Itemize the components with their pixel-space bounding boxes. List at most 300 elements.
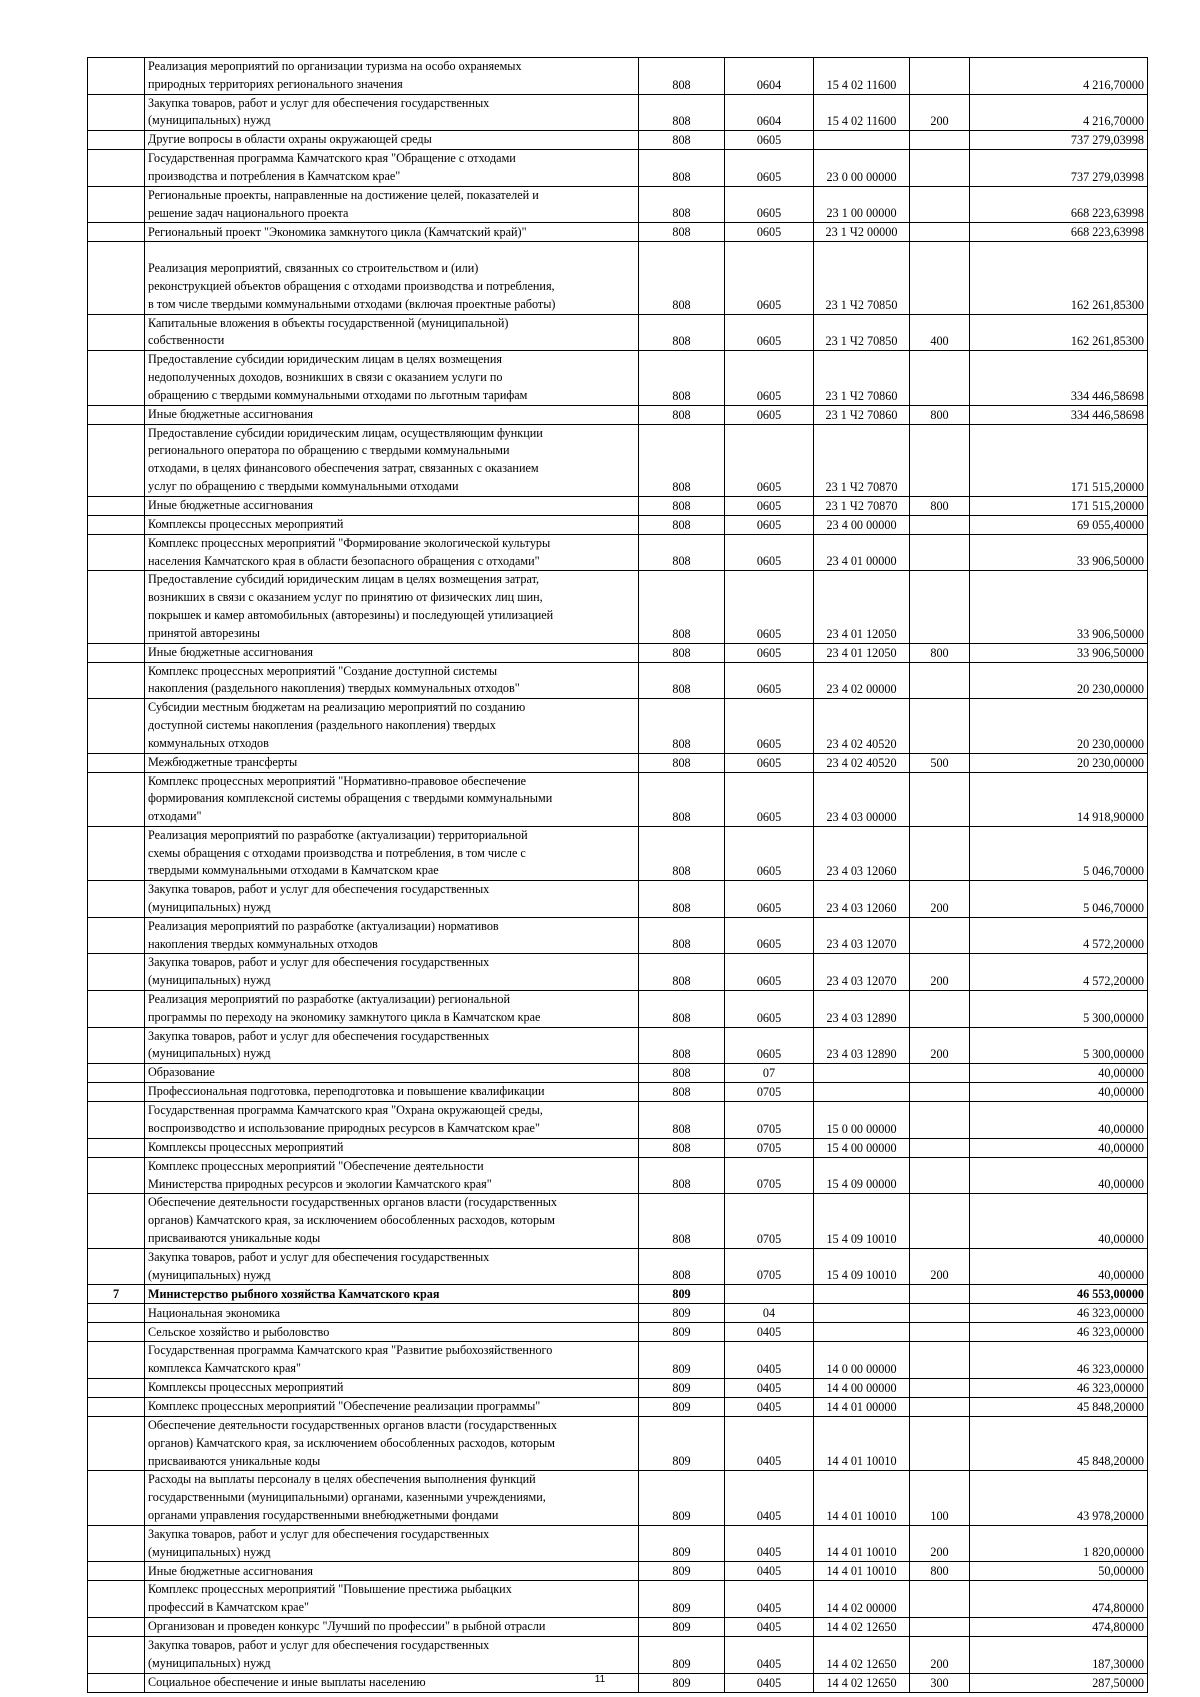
expense-name-cell: Организован и проведен конкурс "Лучший по профессии" в рыбной отрасли <box>145 1617 639 1636</box>
target-article-cell: 15 0 00 00000 <box>814 1102 910 1139</box>
target-article-cell: 14 4 01 10010 <box>814 1525 910 1562</box>
expense-type-cell: 200 <box>910 1525 970 1562</box>
target-article-cell: 23 1 00 00000 <box>814 186 910 223</box>
ministry-code-cell: 808 <box>639 515 725 534</box>
amount-cell: 4 572,20000 <box>970 954 1148 991</box>
ministry-code-cell: 808 <box>639 826 725 880</box>
expense-type-cell: 200 <box>910 1027 970 1064</box>
expense-type-cell <box>910 991 970 1028</box>
budget-table <box>87 57 1148 1693</box>
row-number-cell <box>88 1138 145 1157</box>
section-code-cell: 0604 <box>725 58 814 95</box>
row-number-cell <box>88 1027 145 1064</box>
section-code-cell: 0405 <box>725 1342 814 1379</box>
expense-name-cell: Государственная программа Камчатского края "Охрана окружающей среды, воспроизводство и использование природных ресурсов в Камчатском крае" <box>145 1102 639 1139</box>
amount-cell: 737 279,03998 <box>970 150 1148 187</box>
expense-type-cell <box>910 1285 970 1304</box>
expense-type-cell <box>910 1064 970 1083</box>
ministry-code-cell: 808 <box>639 772 725 826</box>
target-article-cell: 23 1 Ч2 00000 <box>814 223 910 242</box>
expense-name-cell: Государственная программа Камчатского края "Развитие рыбохозяйственного комплекса Камчатского края" <box>145 1342 639 1379</box>
expense-type-cell <box>910 699 970 753</box>
ministry-code-cell: 808 <box>639 1027 725 1064</box>
row-number-cell <box>88 643 145 662</box>
target-article-cell: 14 0 00 00000 <box>814 1342 910 1379</box>
amount-cell: 20 230,00000 <box>970 699 1148 753</box>
expense-name-cell: Сельское хозяйство и рыболовство <box>145 1323 639 1342</box>
ministry-code-cell: 809 <box>639 1581 725 1618</box>
amount-cell: 40,00000 <box>970 1102 1148 1139</box>
section-code-cell: 0405 <box>725 1636 814 1673</box>
row-number-cell <box>88 753 145 772</box>
table-row <box>88 1138 1148 1157</box>
expense-type-cell <box>910 186 970 223</box>
amount-cell: 40,00000 <box>970 1194 1148 1248</box>
amount-cell: 5 046,70000 <box>970 826 1148 880</box>
section-code-cell: 0405 <box>725 1379 814 1398</box>
ministry-code-cell: 808 <box>639 643 725 662</box>
amount-cell: 14 918,90000 <box>970 772 1148 826</box>
expense-name-cell: Региональные проекты, направленные на достижение целей, показателей и решение задач национального проекта <box>145 186 639 223</box>
target-article-cell: 15 4 02 11600 <box>814 94 910 131</box>
section-code-cell: 0605 <box>725 991 814 1028</box>
ministry-code-cell: 808 <box>639 534 725 571</box>
amount-cell: 40,00000 <box>970 1083 1148 1102</box>
expense-type-cell <box>910 1342 970 1379</box>
table-row <box>88 1617 1148 1636</box>
row-number-cell <box>88 991 145 1028</box>
target-article-cell: 14 4 00 00000 <box>814 1379 910 1398</box>
section-code-cell: 0605 <box>725 496 814 515</box>
table-row <box>88 772 1148 826</box>
ministry-code-cell: 808 <box>639 1157 725 1194</box>
amount-cell: 162 261,85300 <box>970 242 1148 314</box>
target-article-cell: 14 4 02 12650 <box>814 1673 910 1692</box>
amount-cell: 737 279,03998 <box>970 131 1148 150</box>
ministry-code-cell: 808 <box>639 1064 725 1083</box>
section-code-cell: 0705 <box>725 1194 814 1248</box>
ministry-code-cell: 808 <box>639 917 725 954</box>
section-code-cell: 0605 <box>725 534 814 571</box>
expense-type-cell: 300 <box>910 1673 970 1692</box>
expense-name-cell: Комплексы процессных мероприятий <box>145 1379 639 1398</box>
expense-type-cell: 100 <box>910 1471 970 1525</box>
target-article-cell: 23 4 02 40520 <box>814 699 910 753</box>
ministry-code-cell: 809 <box>639 1342 725 1379</box>
expense-type-cell: 800 <box>910 643 970 662</box>
expense-type-cell: 200 <box>910 881 970 918</box>
expense-type-cell: 500 <box>910 753 970 772</box>
ministry-code-cell: 808 <box>639 954 725 991</box>
row-number-cell <box>88 223 145 242</box>
section-code-cell: 0605 <box>725 571 814 643</box>
amount-cell: 33 906,50000 <box>970 534 1148 571</box>
amount-cell: 40,00000 <box>970 1157 1148 1194</box>
ministry-code-cell: 809 <box>639 1471 725 1525</box>
ministry-code-cell: 808 <box>639 571 725 643</box>
expense-name-cell: Профессиональная подготовка, переподготовка и повышение квалификации <box>145 1083 639 1102</box>
table-row <box>88 1285 1148 1304</box>
ministry-code-cell: 808 <box>639 753 725 772</box>
ministry-code-cell: 808 <box>639 58 725 95</box>
amount-cell: 334 446,58698 <box>970 405 1148 424</box>
row-number-cell <box>88 405 145 424</box>
row-number-cell <box>88 1248 145 1285</box>
section-code-cell: 0605 <box>725 699 814 753</box>
row-number-cell <box>88 1102 145 1139</box>
section-code-cell: 0705 <box>725 1083 814 1102</box>
table-row <box>88 1636 1148 1673</box>
section-code-cell: 0605 <box>725 223 814 242</box>
expense-type-cell: 200 <box>910 1248 970 1285</box>
table-row <box>88 223 1148 242</box>
expense-type-cell <box>910 1138 970 1157</box>
table-row <box>88 1304 1148 1323</box>
section-code-cell: 0605 <box>725 753 814 772</box>
amount-cell: 5 300,00000 <box>970 991 1148 1028</box>
expense-name-cell: Обеспечение деятельности государственных органов власти (государственных органов) Камчатского края, за исключением обособленных расходов, которым присваиваются уникальные коды <box>145 1194 639 1248</box>
amount-cell: 187,30000 <box>970 1636 1148 1673</box>
expense-name-cell: Комплекс процессных мероприятий "Обеспечение реализации программы" <box>145 1398 639 1417</box>
expense-type-cell <box>910 242 970 314</box>
ministry-code-cell: 808 <box>639 662 725 699</box>
table-row <box>88 1581 1148 1618</box>
section-code-cell: 0605 <box>725 826 814 880</box>
target-article-cell: 14 4 01 10010 <box>814 1471 910 1525</box>
target-article-cell: 15 4 00 00000 <box>814 1138 910 1157</box>
expense-type-cell <box>910 1398 970 1417</box>
target-article-cell <box>814 1323 910 1342</box>
ministry-code-cell: 808 <box>639 699 725 753</box>
expense-name-cell: Комплекс процессных мероприятий "Формирование экологической культуры населения Камчатского края в области безопасного обращения с отходами" <box>145 534 639 571</box>
ministry-code-cell: 809 <box>639 1323 725 1342</box>
section-code-cell: 0405 <box>725 1617 814 1636</box>
table-row <box>88 534 1148 571</box>
row-number-cell <box>88 1617 145 1636</box>
target-article-cell: 23 4 03 12890 <box>814 991 910 1028</box>
target-article-cell: 15 4 02 11600 <box>814 58 910 95</box>
expense-name-cell: Реализация мероприятий по разработке (актуализации) нормативов накопления твердых коммунальных отходов <box>145 917 639 954</box>
amount-cell: 46 323,00000 <box>970 1379 1148 1398</box>
target-article-cell: 15 4 09 10010 <box>814 1194 910 1248</box>
ministry-code-cell: 808 <box>639 150 725 187</box>
table-row <box>88 662 1148 699</box>
expense-type-cell: 200 <box>910 1636 970 1673</box>
expense-name-cell: Комплекс процессных мероприятий "Создание доступной системы накопления (раздельного накопления) твердых коммунальных отходов" <box>145 662 639 699</box>
row-number-cell <box>88 1304 145 1323</box>
table-row <box>88 496 1148 515</box>
table-row <box>88 1083 1148 1102</box>
target-article-cell: 23 1 Ч2 70860 <box>814 351 910 405</box>
expense-name-cell: Комплекс процессных мероприятий "Обеспечение деятельности Министерства природных ресурсов и экологии Камчатского края" <box>145 1157 639 1194</box>
target-article-cell: 23 4 03 12890 <box>814 1027 910 1064</box>
section-code-cell: 07 <box>725 1064 814 1083</box>
expense-name-cell: Закупка товаров, работ и услуг для обеспечения государственных (муниципальных) нужд <box>145 954 639 991</box>
ministry-code-cell: 809 <box>639 1398 725 1417</box>
expense-name-cell: Межбюджетные трансферты <box>145 753 639 772</box>
ministry-code-cell: 808 <box>639 94 725 131</box>
table-row <box>88 1342 1148 1379</box>
expense-name-cell: Иные бюджетные ассигнования <box>145 643 639 662</box>
ministry-code-cell: 809 <box>639 1417 725 1471</box>
amount-cell: 668 223,63998 <box>970 186 1148 223</box>
expense-name-cell: Реализация мероприятий по организации туризма на особо охраняемых природных территориях регионального значения <box>145 58 639 95</box>
expense-type-cell <box>910 1157 970 1194</box>
section-code-cell: 0405 <box>725 1562 814 1581</box>
row-number-cell <box>88 94 145 131</box>
row-number-cell <box>88 58 145 95</box>
section-code-cell: 0605 <box>725 405 814 424</box>
target-article-cell: 14 4 01 00000 <box>814 1398 910 1417</box>
section-code-cell: 0405 <box>725 1323 814 1342</box>
ministry-code-cell: 809 <box>639 1379 725 1398</box>
expense-name-cell: Расходы на выплаты персоналу в целях обеспечения выполнения функций государственными (муниципальными) органами, казенными учреждениями, органами управления государственными внебюджетными фондами <box>145 1471 639 1525</box>
section-code-cell <box>725 1285 814 1304</box>
ministry-code-cell: 809 <box>639 1617 725 1636</box>
table-body <box>88 58 1148 1693</box>
amount-cell: 45 848,20000 <box>970 1417 1148 1471</box>
row-number-cell <box>88 1379 145 1398</box>
target-article-cell: 23 4 03 12060 <box>814 881 910 918</box>
target-article-cell: 23 4 03 12070 <box>814 917 910 954</box>
section-code-cell: 0605 <box>725 314 814 351</box>
amount-cell: 20 230,00000 <box>970 662 1148 699</box>
section-code-cell: 0705 <box>725 1157 814 1194</box>
section-code-cell: 0605 <box>725 351 814 405</box>
expense-name-cell: Иные бюджетные ассигнования <box>145 496 639 515</box>
target-article-cell: 23 4 03 12060 <box>814 826 910 880</box>
section-code-cell: 0405 <box>725 1673 814 1692</box>
amount-cell: 474,80000 <box>970 1581 1148 1618</box>
amount-cell: 46 323,00000 <box>970 1342 1148 1379</box>
row-number-cell <box>88 1398 145 1417</box>
table-row <box>88 94 1148 131</box>
expense-name-cell: Комплексы процессных мероприятий <box>145 515 639 534</box>
table-row <box>88 1323 1148 1342</box>
row-number-cell <box>88 826 145 880</box>
section-code-cell: 0605 <box>725 186 814 223</box>
table-row <box>88 515 1148 534</box>
ministry-code-cell: 808 <box>639 881 725 918</box>
expense-type-cell <box>910 917 970 954</box>
expense-name-cell: Комплексы процессных мероприятий <box>145 1138 639 1157</box>
row-number-cell <box>88 954 145 991</box>
amount-cell: 5 300,00000 <box>970 1027 1148 1064</box>
expense-type-cell <box>910 662 970 699</box>
expense-name-cell: Национальная экономика <box>145 1304 639 1323</box>
table-row <box>88 1064 1148 1083</box>
target-article-cell: 15 4 09 00000 <box>814 1157 910 1194</box>
table-row <box>88 1471 1148 1525</box>
expense-name-cell: Образование <box>145 1064 639 1083</box>
expense-name-cell: Обеспечение деятельности государственных органов власти (государственных органов) Камчатского края, за исключением обособленных расходов, которым присваиваются уникальные коды <box>145 1417 639 1471</box>
expense-name-cell: Закупка товаров, работ и услуг для обеспечения государственных (муниципальных) нужд <box>145 94 639 131</box>
table-row <box>88 1027 1148 1064</box>
ministry-code-cell: 809 <box>639 1636 725 1673</box>
row-number-cell <box>88 881 145 918</box>
row-number-cell <box>88 131 145 150</box>
expense-type-cell <box>910 150 970 187</box>
expense-name-cell: Закупка товаров, работ и услуг для обеспечения государственных (муниципальных) нужд <box>145 1636 639 1673</box>
target-article-cell: 23 4 02 00000 <box>814 662 910 699</box>
table-row <box>88 424 1148 496</box>
table-row <box>88 1417 1148 1471</box>
row-number-cell <box>88 1636 145 1673</box>
expense-type-cell <box>910 1323 970 1342</box>
ministry-code-cell: 808 <box>639 186 725 223</box>
expense-type-cell <box>910 58 970 95</box>
row-number-cell <box>88 699 145 753</box>
section-code-cell: 0605 <box>725 515 814 534</box>
table-row <box>88 351 1148 405</box>
target-article-cell <box>814 131 910 150</box>
ministry-code-cell: 808 <box>639 405 725 424</box>
row-number-cell: 7 <box>88 1285 145 1304</box>
expense-type-cell <box>910 1304 970 1323</box>
section-code-cell: 0405 <box>725 1398 814 1417</box>
section-code-cell: 0405 <box>725 1525 814 1562</box>
table-row <box>88 150 1148 187</box>
expense-name-cell: Предоставление субсидии юридическим лицам в целях возмещения недополученных доходов, возникших в связи с оказанием услуги по обращению с твердыми коммунальными отходами по льготным тарифам <box>145 351 639 405</box>
expense-name-cell: Реализация мероприятий, связанных со строительством и (или) реконструкцией объектов обращения с отходами производства и потребления, в том числе твердыми коммунальными отходами (включая проектные работы) <box>145 242 639 314</box>
ministry-code-cell: 808 <box>639 351 725 405</box>
ministry-code-cell: 809 <box>639 1304 725 1323</box>
amount-cell: 1 820,00000 <box>970 1525 1148 1562</box>
expense-type-cell <box>910 1581 970 1618</box>
section-code-cell: 04 <box>725 1304 814 1323</box>
expense-name-cell: Другие вопросы в области охраны окружающей среды <box>145 131 639 150</box>
amount-cell: 40,00000 <box>970 1064 1148 1083</box>
amount-cell: 40,00000 <box>970 1138 1148 1157</box>
section-code-cell: 0605 <box>725 242 814 314</box>
row-number-cell <box>88 1157 145 1194</box>
ministry-code-cell: 808 <box>639 1102 725 1139</box>
table-row <box>88 1562 1148 1581</box>
row-number-cell <box>88 242 145 314</box>
table-row <box>88 1157 1148 1194</box>
amount-cell: 171 515,20000 <box>970 496 1148 515</box>
ministry-code-cell: 808 <box>639 242 725 314</box>
amount-cell: 334 446,58698 <box>970 351 1148 405</box>
section-code-cell: 0705 <box>725 1102 814 1139</box>
expense-type-cell <box>910 1617 970 1636</box>
section-code-cell: 0605 <box>725 662 814 699</box>
row-number-cell <box>88 1471 145 1525</box>
section-code-cell: 0705 <box>725 1248 814 1285</box>
expense-type-cell <box>910 131 970 150</box>
ministry-code-cell: 808 <box>639 1248 725 1285</box>
target-article-cell: 14 4 02 12650 <box>814 1636 910 1673</box>
table-row <box>88 991 1148 1028</box>
section-code-cell: 0605 <box>725 150 814 187</box>
table-row <box>88 643 1148 662</box>
amount-cell: 45 848,20000 <box>970 1398 1148 1417</box>
target-article-cell: 15 4 09 10010 <box>814 1248 910 1285</box>
row-number-cell <box>88 351 145 405</box>
expense-name-cell: Закупка товаров, работ и услуг для обеспечения государственных (муниципальных) нужд <box>145 1027 639 1064</box>
table-row <box>88 571 1148 643</box>
expense-name-cell: Региональный проект "Экономика замкнутого цикла (Камчатский край)" <box>145 223 639 242</box>
row-number-cell <box>88 1342 145 1379</box>
expense-type-cell <box>910 534 970 571</box>
table-row <box>88 186 1148 223</box>
row-number-cell <box>88 1194 145 1248</box>
expense-name-cell: Социальное обеспечение и иные выплаты населению <box>145 1673 639 1692</box>
expense-type-cell <box>910 1102 970 1139</box>
amount-cell: 46 553,00000 <box>970 1285 1148 1304</box>
section-code-cell: 0605 <box>725 1027 814 1064</box>
ministry-code-cell: 808 <box>639 1194 725 1248</box>
amount-cell: 171 515,20000 <box>970 424 1148 496</box>
amount-cell: 20 230,00000 <box>970 753 1148 772</box>
expense-name-cell: Предоставление субсидии юридическим лицам, осуществляющим функции регионального оператора по обращению с твердыми коммунальными отходами, в целях финансового обеспечения затрат, связанных с оказанием услуг по обращению с твердыми коммунальными отходами <box>145 424 639 496</box>
section-code-cell: 0405 <box>725 1581 814 1618</box>
row-number-cell <box>88 1064 145 1083</box>
row-number-cell <box>88 662 145 699</box>
table-row <box>88 131 1148 150</box>
amount-cell: 69 055,40000 <box>970 515 1148 534</box>
expense-name-cell: Реализация мероприятий по разработке (актуализации) территориальной схемы обращения с отходами производства и потребления, в том числе с твердыми коммунальными отходами в Камчатском крае <box>145 826 639 880</box>
expense-name-cell: Закупка товаров, работ и услуг для обеспечения государственных (муниципальных) нужд <box>145 1525 639 1562</box>
amount-cell: 4 216,70000 <box>970 58 1148 95</box>
expense-name-cell: Закупка товаров, работ и услуг для обеспечения государственных (муниципальных) нужд <box>145 1248 639 1285</box>
expense-type-cell <box>910 571 970 643</box>
row-number-cell <box>88 515 145 534</box>
amount-cell: 5 046,70000 <box>970 881 1148 918</box>
expense-type-cell: 400 <box>910 314 970 351</box>
amount-cell: 43 978,20000 <box>970 1471 1148 1525</box>
table-row <box>88 314 1148 351</box>
section-code-cell: 0605 <box>725 917 814 954</box>
expense-type-cell <box>910 424 970 496</box>
target-article-cell <box>814 1285 910 1304</box>
target-article-cell <box>814 1304 910 1323</box>
ministry-code-cell: 808 <box>639 314 725 351</box>
row-number-cell <box>88 150 145 187</box>
expense-type-cell: 800 <box>910 496 970 515</box>
ministry-code-cell: 809 <box>639 1673 725 1692</box>
expense-name-cell: Капитальные вложения в объекты государственной (муниципальной) собственности <box>145 314 639 351</box>
target-article-cell: 23 1 Ч2 70850 <box>814 314 910 351</box>
section-code-cell: 0605 <box>725 643 814 662</box>
table-row <box>88 1102 1148 1139</box>
row-number-cell <box>88 496 145 515</box>
target-article-cell: 23 1 Ч2 70850 <box>814 242 910 314</box>
page-number: 11 <box>594 1674 606 1685</box>
target-article-cell: 23 4 03 12070 <box>814 954 910 991</box>
target-article-cell: 23 1 Ч2 70860 <box>814 405 910 424</box>
row-number-cell <box>88 314 145 351</box>
target-article-cell: 23 4 01 00000 <box>814 534 910 571</box>
table-row <box>88 1525 1148 1562</box>
ministry-code-cell: 808 <box>639 223 725 242</box>
amount-cell: 33 906,50000 <box>970 571 1148 643</box>
ministry-code-cell: 808 <box>639 1138 725 1157</box>
expense-type-cell: 800 <box>910 405 970 424</box>
expense-type-cell <box>910 1083 970 1102</box>
target-article-cell: 14 4 02 00000 <box>814 1581 910 1618</box>
amount-cell: 287,50000 <box>970 1673 1148 1692</box>
row-number-cell <box>88 1417 145 1471</box>
target-article-cell <box>814 1064 910 1083</box>
table-row <box>88 242 1148 314</box>
amount-cell: 668 223,63998 <box>970 223 1148 242</box>
expense-name-cell: Закупка товаров, работ и услуг для обеспечения государственных (муниципальных) нужд <box>145 881 639 918</box>
row-number-cell <box>88 1562 145 1581</box>
section-code-cell: 0405 <box>725 1471 814 1525</box>
ministry-code-cell: 809 <box>639 1285 725 1304</box>
section-code-cell: 0605 <box>725 131 814 150</box>
